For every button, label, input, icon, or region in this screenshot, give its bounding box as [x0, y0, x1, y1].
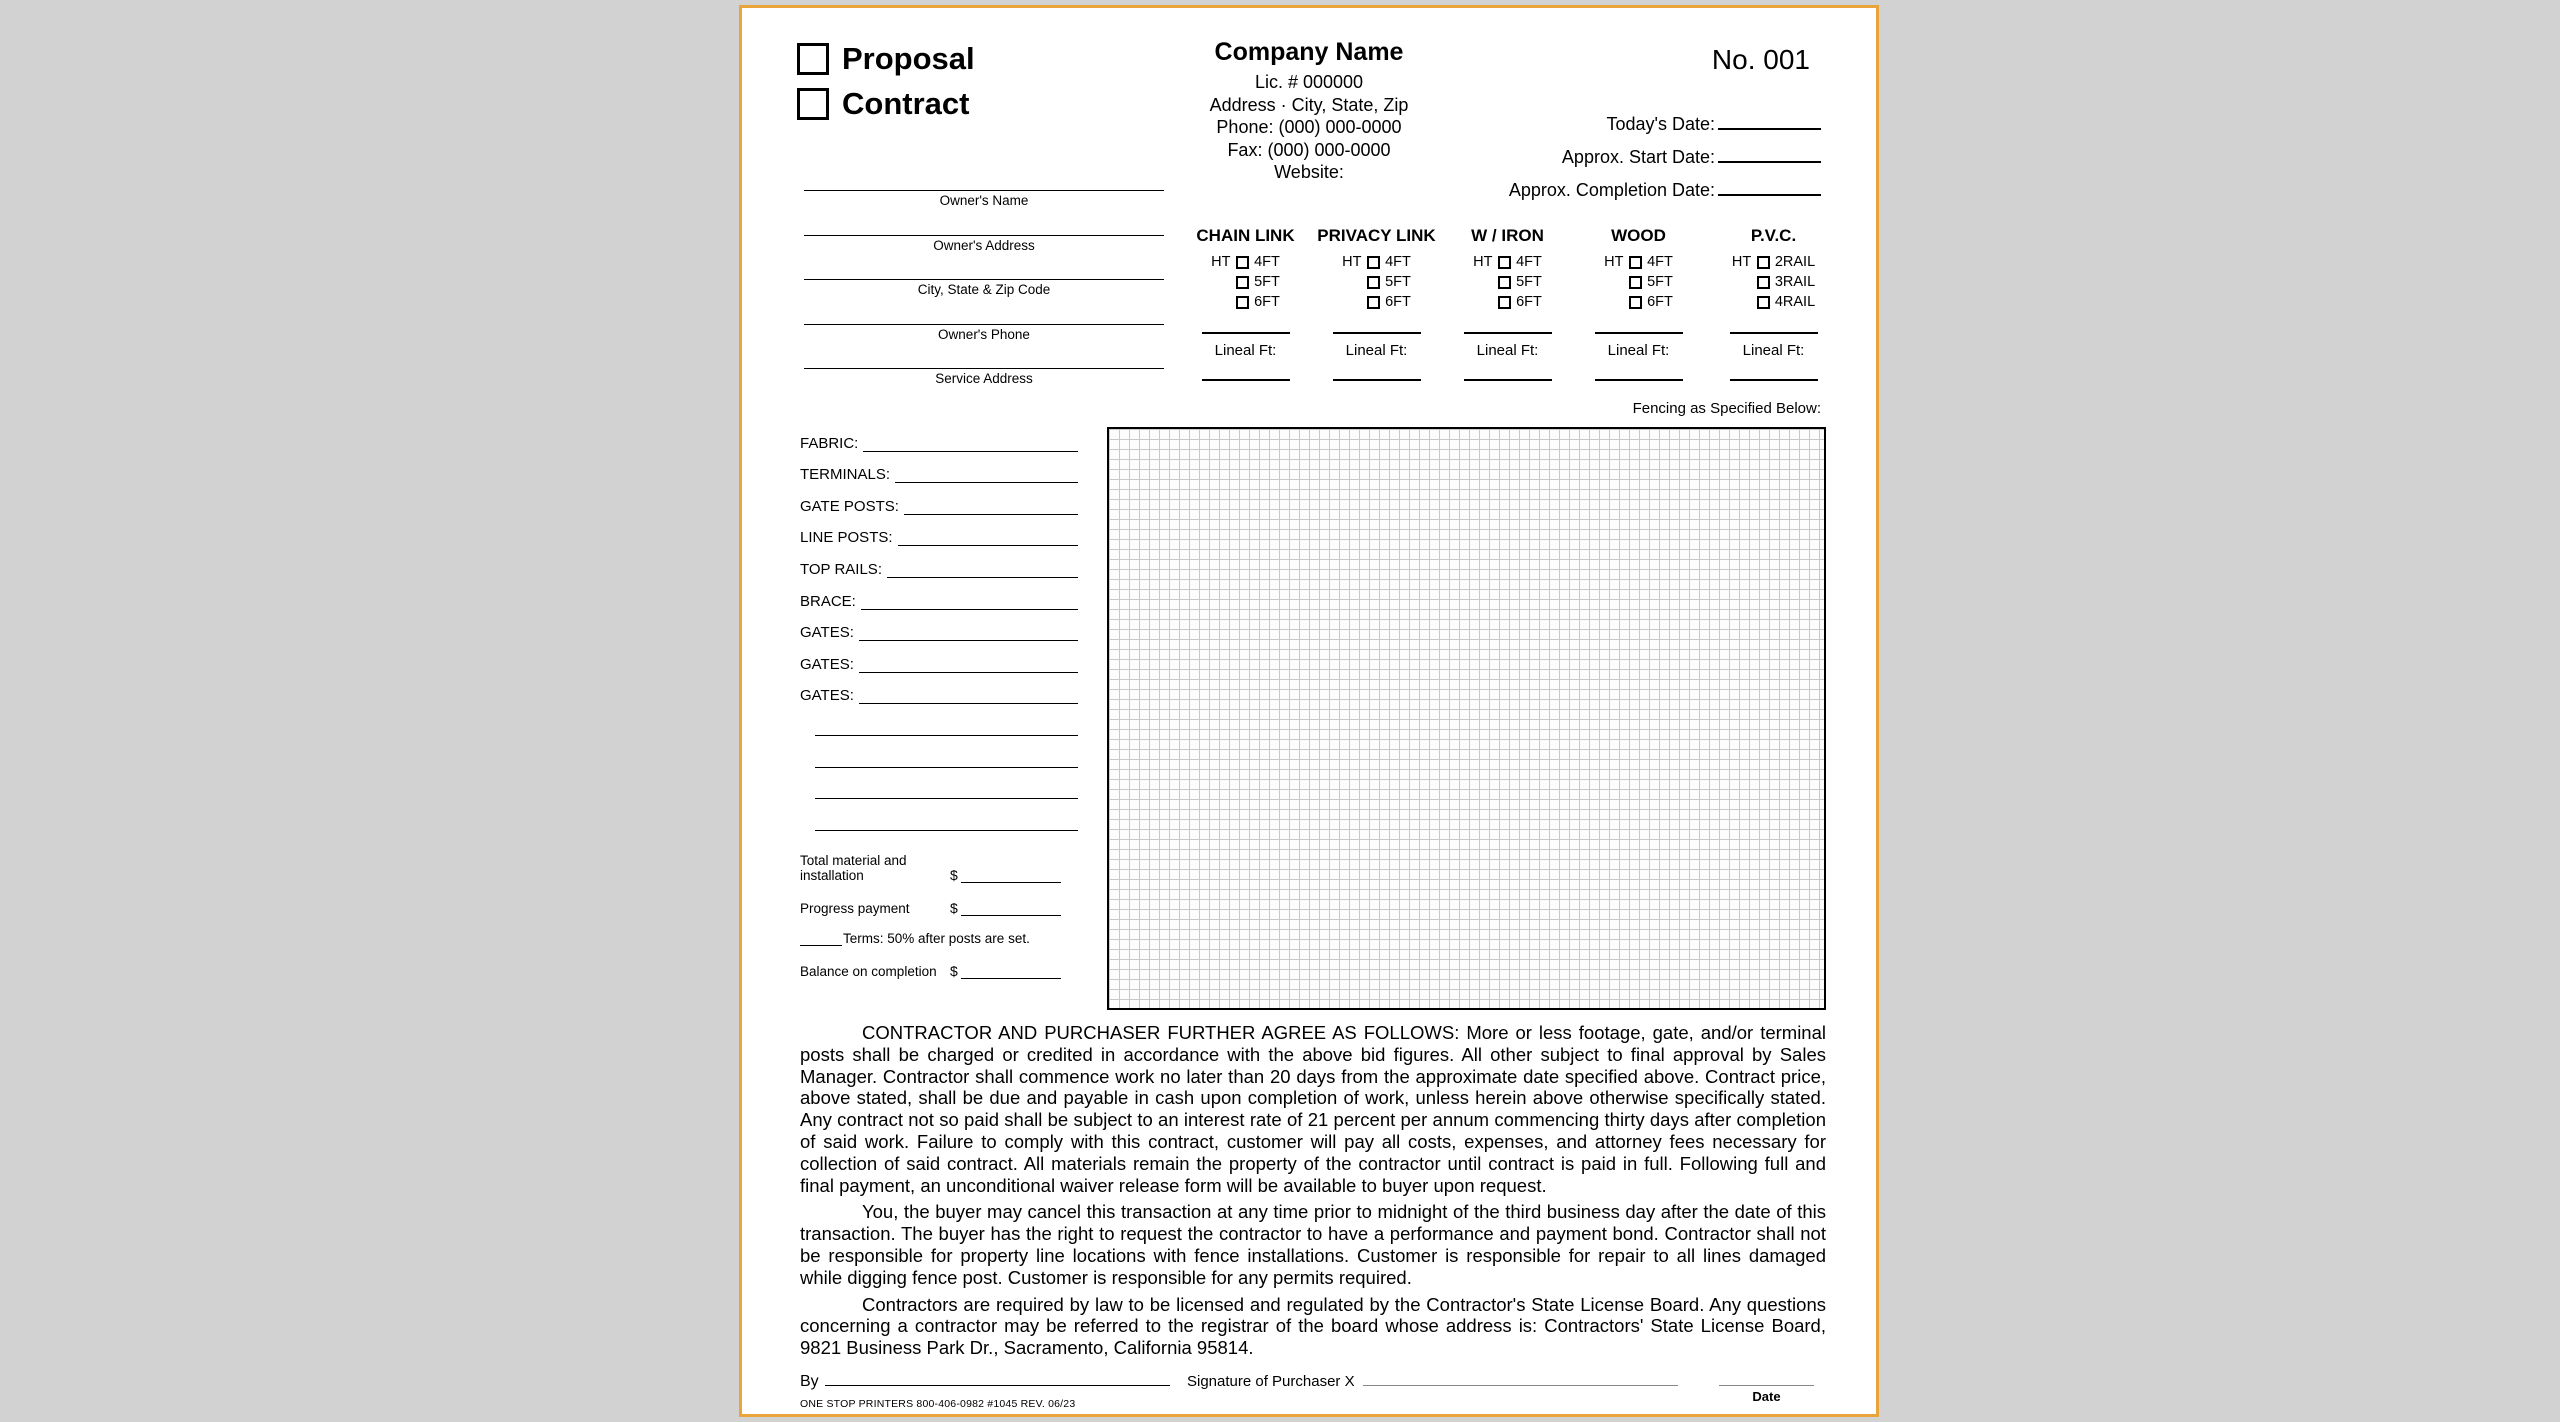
fence-option-row — [1604, 252, 1673, 272]
agreement-text — [800, 1022, 1826, 1364]
progress-payment-line[interactable] — [961, 903, 1061, 916]
owner-name-field — [804, 178, 1164, 223]
service-address-field — [804, 356, 1164, 401]
line-posts-label: LINE POSTS: — [800, 529, 893, 547]
rail-option-label: 3RAIL — [1774, 274, 1816, 290]
agreement-paragraph-2: You, the buyer may cancel this transaction at any time prior to midnight of the third business day after the date of this transaction. The buyer has the right to request the contractor to have a performance and payment bond. Contractor shall not be responsible for property line locations with fence installations. Customer is responsible for repair to all lines damaged while digging fence post. Customer is responsible for any permits required. — [800, 1201, 1826, 1288]
height-prefix: HT — [1211, 254, 1231, 270]
gates-field-3 — [800, 673, 1078, 705]
fabric-field — [800, 420, 1078, 452]
gates-label: GATES: — [800, 624, 854, 642]
brace-line[interactable] — [861, 607, 1078, 610]
line-posts-line[interactable] — [898, 543, 1078, 546]
agreement-paragraph-1: CONTRACTOR AND PURCHASER FURTHER AGREE AS FOLLOWS: More or less footage, gate, and/or terminal posts shall be charged or credited in accordance with the above bid figures. All other subject to final approval by Sales Manager. Contractor shall commence work no later than 20 days from the approximate date specified above. Contract price, above stated, shall be due and payable in cash upon completion of work, unless herein above otherwise specifically stated. Any contract not so paid shall be subject to an interest rate of 21 percent per annum commencing thirty days after completion of said work. Failure to comply with this contract, customer will pay all costs, expenses, and attorney fees necessary for collection of said contract. All materials remain the property of the contractor until contract is paid in full. Following full and final payment, an unconditional waiver release form will be available to buyer upon request. — [800, 1022, 1826, 1196]
balance-line[interactable] — [961, 966, 1061, 979]
currency-symbol: $ — [950, 867, 958, 883]
fence-option-row — [1473, 272, 1542, 292]
currency-symbol: $ — [950, 900, 958, 916]
fence-option-row — [1342, 272, 1411, 292]
lineal-ft-line[interactable] — [1730, 367, 1818, 381]
company-name: Company Name — [1214, 38, 1404, 66]
owner-phone-line[interactable] — [804, 312, 1164, 325]
progress-payment-row — [800, 900, 1100, 916]
height-option-label: 4FT — [1516, 254, 1542, 270]
terms-blank-line[interactable] — [800, 935, 842, 946]
owner-name-line[interactable] — [804, 178, 1164, 191]
fence-type-title: CHAIN LINK — [1196, 226, 1295, 245]
printer-info: ONE STOP PRINTERS 800-406-0982 #1045 REV. 06/23 — [800, 1398, 1076, 1410]
fence-option-row — [1732, 292, 1815, 312]
fence-column-pvc — [1704, 226, 1843, 381]
fabric-label: FABRIC: — [800, 434, 859, 452]
fence-option-row — [1342, 292, 1411, 312]
by-signature-row — [800, 1372, 1170, 1391]
height-prefix: HT — [1473, 254, 1493, 270]
fence-column-wood — [1573, 226, 1704, 381]
fence-options — [1732, 252, 1815, 312]
purchaser-signature-line[interactable] — [1363, 1372, 1678, 1386]
gates-line[interactable] — [859, 701, 1078, 704]
completion-date-line[interactable] — [1718, 180, 1821, 196]
fence-type-section — [1180, 226, 1843, 381]
purchaser-signature-row — [1187, 1372, 1678, 1390]
fence-option-row — [1211, 272, 1280, 292]
completion-date-label: Approx. Completion Date: — [1508, 180, 1715, 200]
fence-option-row — [1473, 252, 1542, 272]
fence-option-row — [1732, 252, 1815, 272]
blank-field — [800, 799, 1078, 831]
service-address-line[interactable] — [804, 356, 1164, 369]
fence-type-title: WOOD — [1611, 226, 1666, 245]
line-posts-field — [800, 515, 1078, 547]
completion-date-row — [1509, 180, 1821, 213]
progress-payment-amount — [950, 900, 1061, 916]
document-type-section — [797, 40, 975, 134]
rail-checkbox[interactable] — [1757, 296, 1770, 309]
owner-city-label: City, State & Zip Code — [917, 282, 1051, 297]
company-fax: Fax: (000) 000-0000 — [1227, 139, 1391, 160]
height-option-label: 5FT — [1647, 274, 1673, 290]
height-prefix: HT — [1731, 254, 1752, 270]
fence-options — [1211, 252, 1280, 312]
fence-options — [1342, 252, 1411, 312]
height-checkbox[interactable] — [1498, 256, 1511, 269]
height-checkbox[interactable] — [1498, 276, 1511, 289]
fence-column-chain-link — [1180, 226, 1311, 381]
fence-option-row — [1604, 292, 1673, 312]
fence-option-row — [1211, 252, 1280, 272]
company-website: Website: — [1274, 162, 1344, 182]
fabric-line[interactable] — [863, 449, 1078, 452]
top-rails-label: TOP RAILS: — [800, 560, 882, 578]
company-info — [1089, 38, 1529, 184]
totals-section — [800, 853, 1100, 979]
fence-option-row — [1211, 292, 1280, 312]
by-label: By — [800, 1373, 819, 1390]
rail-checkbox[interactable] — [1757, 276, 1770, 289]
height-prefix: HT — [1342, 254, 1362, 270]
signature-date-line[interactable] — [1719, 1372, 1814, 1386]
footage-line[interactable] — [1730, 320, 1818, 334]
lineal-ft-line[interactable] — [1333, 367, 1421, 381]
blank-field — [800, 768, 1078, 800]
gate-posts-line[interactable] — [904, 512, 1078, 515]
owner-address-label: Owner's Address — [933, 237, 1035, 253]
proposal-option[interactable] — [797, 40, 975, 76]
height-option-label: 5FT — [1254, 274, 1280, 290]
height-checkbox[interactable] — [1367, 276, 1380, 289]
terminals-line[interactable] — [895, 480, 1078, 483]
height-option-label: 6FT — [1647, 294, 1673, 310]
todays-date-row — [1509, 114, 1821, 147]
height-prefix: HT — [1604, 254, 1624, 270]
gates-label: GATES: — [800, 655, 854, 673]
blank-line[interactable] — [815, 733, 1078, 736]
owner-phone-field — [804, 312, 1164, 357]
terminals-label: TERMINALS: — [800, 466, 891, 484]
fence-option-row — [1342, 252, 1411, 272]
owner-info-section — [804, 178, 1164, 401]
owner-city-field — [804, 267, 1164, 312]
sketch-caption: Fencing as Specified Below: — [1632, 400, 1821, 417]
footage-line[interactable] — [1333, 320, 1421, 334]
owner-address-field — [804, 223, 1164, 268]
height-checkbox[interactable] — [1367, 296, 1380, 309]
height-checkbox[interactable] — [1629, 256, 1642, 269]
signature-date-block — [1719, 1372, 1814, 1404]
blank-line[interactable] — [815, 828, 1078, 831]
gate-posts-field — [800, 483, 1078, 515]
currency-symbol: $ — [950, 963, 958, 979]
blank-line[interactable] — [815, 796, 1078, 799]
lineal-ft-line[interactable] — [1464, 367, 1552, 381]
owner-phone-label: Owner's Phone — [938, 326, 1030, 342]
height-checkbox[interactable] — [1236, 296, 1249, 309]
fence-column-privacy-link — [1311, 226, 1442, 381]
fence-option-row — [1732, 272, 1815, 292]
proposal-label: Proposal — [842, 40, 975, 76]
footage-line[interactable] — [1202, 320, 1290, 334]
owner-name-label: Owner's Name — [939, 193, 1029, 208]
height-option-label: 4FT — [1647, 254, 1673, 270]
start-date-row — [1509, 147, 1821, 180]
todays-date-label: Today's Date: — [1606, 114, 1715, 134]
top-rails-line[interactable] — [887, 575, 1078, 578]
sketch-grid[interactable] — [1107, 427, 1826, 1010]
owner-city-line[interactable] — [804, 267, 1164, 280]
fence-column-w-iron — [1442, 226, 1573, 381]
contract-option[interactable] — [797, 85, 975, 121]
fence-option-row — [1604, 272, 1673, 292]
agreement-paragraph-3: Contractors are required by law to be licensed and regulated by the Contractor's State License Board. Any questions concerning a contractor may be referred to the registrar of the board whose address is: Contractors' State License Board, 9821 Business Park Dr., Sacramento, California 95814. — [800, 1293, 1826, 1359]
height-checkbox[interactable] — [1236, 276, 1249, 289]
height-option-label: 5FT — [1516, 274, 1542, 290]
form-number: No. 001 — [1711, 44, 1810, 75]
lineal-ft-label: Lineal Ft: — [1345, 342, 1408, 359]
proposal-checkbox[interactable] — [797, 43, 829, 75]
terms-row — [800, 931, 1100, 946]
start-date-line[interactable] — [1718, 147, 1821, 163]
fence-option-row — [1473, 292, 1542, 312]
service-address-label: Service Address — [935, 371, 1033, 386]
brace-label: BRACE: — [800, 592, 856, 610]
rail-checkbox[interactable] — [1757, 256, 1770, 269]
contract-checkbox[interactable] — [797, 88, 829, 120]
fence-type-title: W / IRON — [1471, 226, 1544, 245]
blank-field — [800, 736, 1078, 768]
height-option-label: 6FT — [1385, 294, 1411, 310]
top-rails-field — [800, 546, 1078, 578]
rail-option-label: 2RAIL — [1774, 254, 1816, 270]
contract-label: Contract — [842, 85, 970, 121]
height-option-label: 6FT — [1254, 294, 1280, 310]
gate-posts-label: GATE POSTS: — [800, 497, 899, 515]
height-option-label: 5FT — [1385, 274, 1411, 290]
rail-option-label: 4RAIL — [1774, 294, 1816, 310]
footage-line[interactable] — [1464, 320, 1552, 334]
total-material-amount — [950, 867, 1061, 883]
company-license: Lic. # 000000 — [1254, 72, 1364, 92]
total-material-row — [800, 853, 1100, 883]
height-checkbox[interactable] — [1629, 276, 1642, 289]
height-checkbox[interactable] — [1629, 296, 1642, 309]
fence-type-title: PRIVACY LINK — [1317, 226, 1436, 245]
spec-fields-section — [800, 420, 1078, 831]
footage-line[interactable] — [1595, 320, 1683, 334]
dates-section — [1509, 114, 1821, 213]
lineal-ft-label: Lineal Ft: — [1476, 342, 1539, 359]
height-option-label: 4FT — [1385, 254, 1411, 270]
company-address: Address · City, State, Zip — [1209, 94, 1409, 115]
height-checkbox[interactable] — [1498, 296, 1511, 309]
fence-options — [1604, 252, 1673, 312]
purchaser-signature-label: Signature of Purchaser X — [1187, 1373, 1355, 1390]
lineal-ft-label: Lineal Ft: — [1607, 342, 1670, 359]
fence-type-title: P.V.C. — [1750, 226, 1797, 245]
blank-field — [800, 704, 1078, 736]
total-material-line[interactable] — [961, 870, 1061, 883]
gates-label: GATES: — [800, 687, 854, 705]
progress-payment-label: Progress payment — [800, 901, 910, 916]
terminals-field — [800, 452, 1078, 484]
lineal-ft-label: Lineal Ft: — [1214, 342, 1277, 359]
gates-field-1 — [800, 610, 1078, 642]
lineal-ft-label: Lineal Ft: — [1742, 342, 1805, 359]
todays-date-line[interactable] — [1718, 114, 1821, 130]
gates-field-2 — [800, 641, 1078, 673]
height-option-label: 4FT — [1254, 254, 1280, 270]
brace-field — [800, 578, 1078, 610]
height-option-label: 6FT — [1516, 294, 1542, 310]
blank-line[interactable] — [815, 765, 1078, 768]
company-phone: Phone: (000) 000-0000 — [1216, 117, 1402, 137]
lineal-ft-line[interactable] — [1595, 367, 1683, 381]
balance-label: Balance on completion — [800, 964, 937, 979]
lineal-ft-line[interactable] — [1202, 367, 1290, 381]
balance-amount — [950, 963, 1061, 979]
signature-date-label: Date — [1752, 1389, 1781, 1404]
start-date-label: Approx. Start Date: — [1561, 147, 1715, 167]
balance-row — [800, 963, 1100, 979]
height-checkbox[interactable] — [1367, 256, 1380, 269]
total-material-label: Total material and installation — [800, 853, 907, 883]
gates-line[interactable] — [859, 638, 1078, 641]
by-signature-line[interactable] — [825, 1372, 1170, 1386]
fence-options — [1473, 252, 1542, 312]
owner-address-line[interactable] — [804, 223, 1164, 236]
height-checkbox[interactable] — [1236, 256, 1249, 269]
proposal-contract-form — [739, 5, 1879, 1417]
gates-line[interactable] — [859, 670, 1078, 673]
terms-label: Terms: 50% after posts are set. — [843, 931, 1030, 946]
